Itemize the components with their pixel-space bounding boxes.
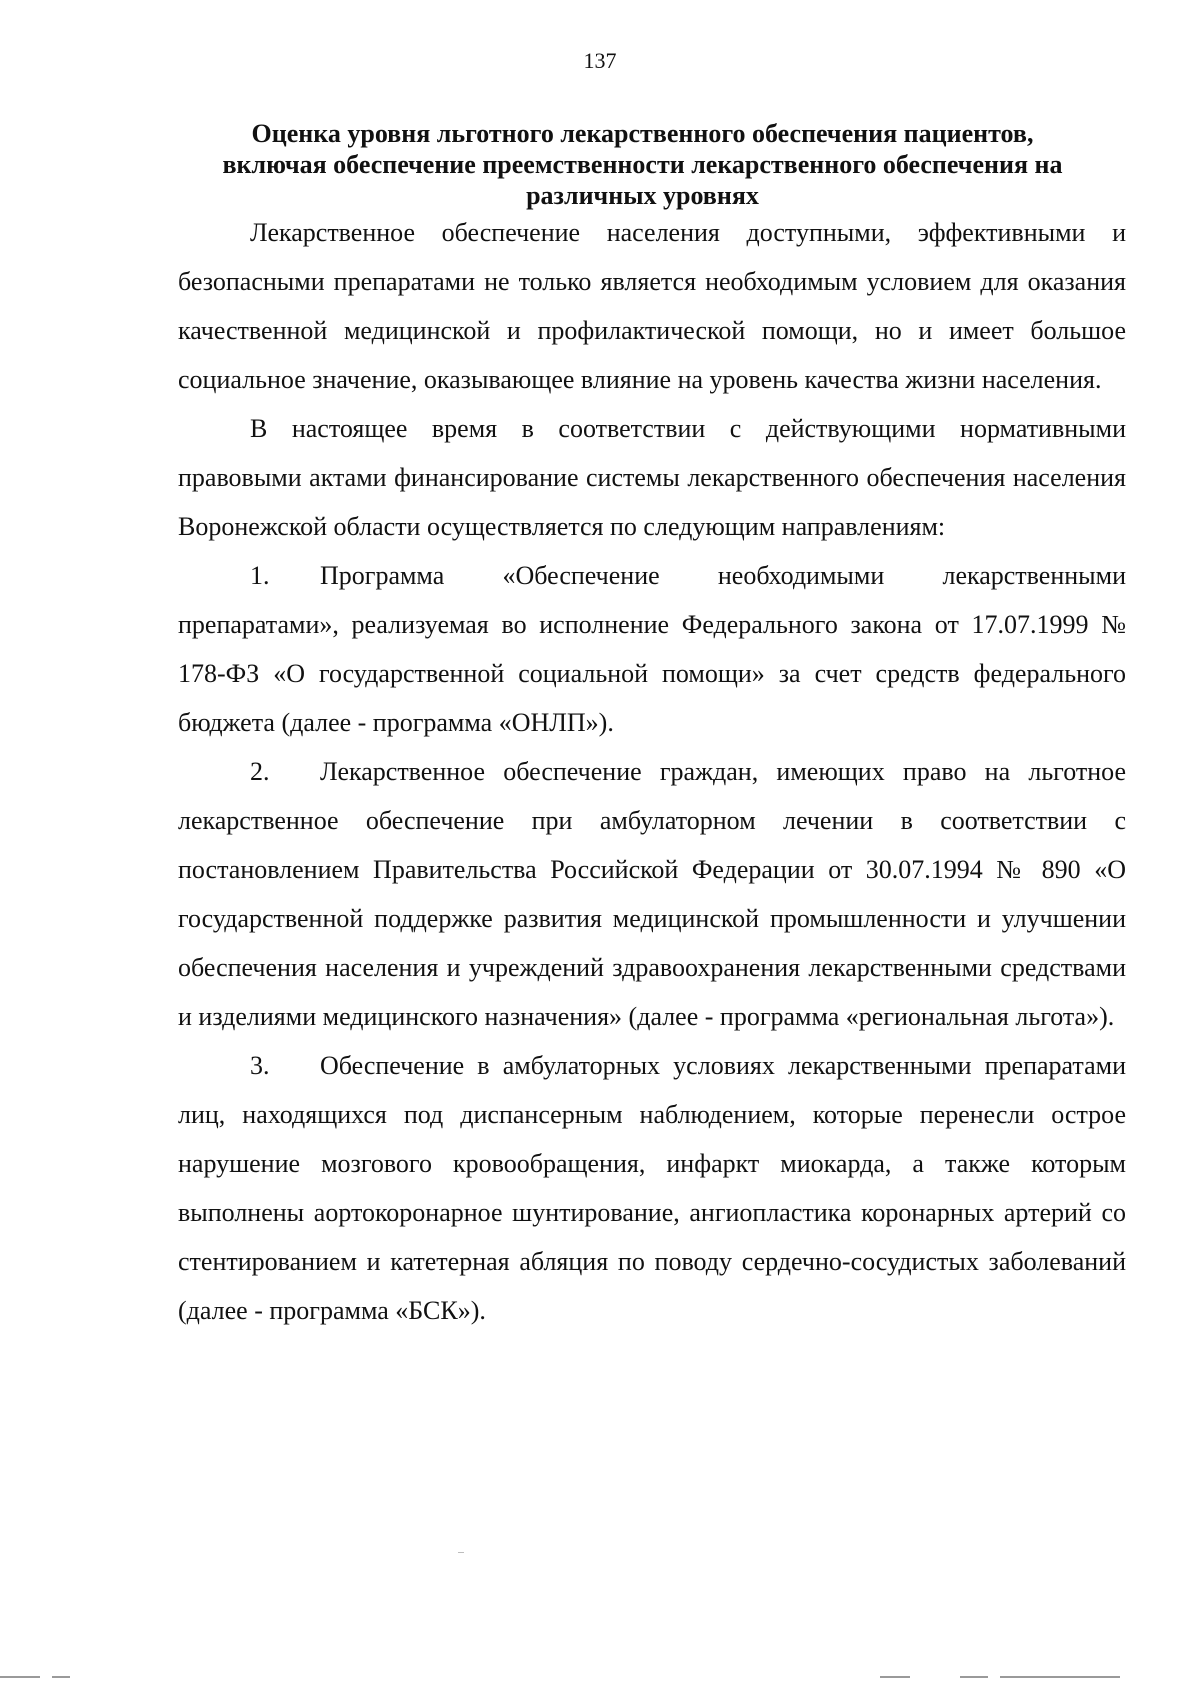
page-number: 137 xyxy=(583,48,617,73)
heading-line-3: различных уровнях xyxy=(526,181,759,210)
document-body xyxy=(178,208,1126,1335)
list-item xyxy=(178,1041,1126,1335)
list-item-number: 1. xyxy=(250,561,270,590)
list-item xyxy=(178,747,1126,1041)
scan-edge-mark xyxy=(1000,1676,1120,1678)
paragraph-directions: В настоящее время в соответствии с действующими нормативными правовыми актами финансирование системы лекарственного обеспечения населения Воронежской области осуществляется по следующим направлениям: xyxy=(178,414,1126,541)
section-heading xyxy=(165,118,1120,211)
list-item-text: Программа «Обеспечение необходимыми лекарственными препаратами», реализуемая во исполнение Федерального закона от 17.07.1999 № 178-ФЗ «О государственной социальной помощи» за счет средств федерального бюджета (далее - программа «ОНЛП»). xyxy=(178,561,1126,737)
scan-edge-mark xyxy=(880,1676,910,1678)
scan-edge-marks xyxy=(0,1673,1200,1681)
heading-line-1: Оценка уровня льготного лекарственного обеспечения пациентов, xyxy=(251,119,1034,148)
list-item-number: 2. xyxy=(250,757,270,786)
heading-line-2: включая обеспечение преемственности лекарственного обеспечения на xyxy=(222,150,1063,179)
paragraph-intro: Лекарственное обеспечение населения доступными, эффективными и безопасными препаратами не только является необходимым условием для оказания качественной медицинской и профилактической помощи, но и имеет большое социальное значение, оказывающее влияние на уровень качества жизни населения. xyxy=(178,218,1126,394)
scan-edge-mark xyxy=(0,1676,40,1678)
scan-speck xyxy=(458,1552,464,1553)
scan-edge-mark xyxy=(52,1676,70,1678)
list-item xyxy=(178,551,1126,747)
list-item-text: Лекарственное обеспечение граждан, имеющих право на льготное лекарственное обеспечение при амбулаторном лечении в соответствии с постановлением Правительства Российской Федерации от 30.07.1994 № 890 «О государственной поддержке развития медицинской промышленности и улучшении обеспечения населения и учреждений здравоохранения лекарственными средствами и изделиями медицинского назначения» (далее - программа «региональная льгота»). xyxy=(178,757,1126,1031)
list-item-number: 3. xyxy=(250,1051,270,1080)
scan-edge-mark xyxy=(960,1676,988,1678)
list-item-text: Обеспечение в амбулаторных условиях лекарственными препаратами лиц, находящихся под диспансерным наблюдением, которые перенесли острое нарушение мозгового кровообращения, инфаркт миокарда, а также которым выполнены аортокоронарное шунтирование, ангиопластика коронарных артерий со стентированием и катетерная абляция по поводу сердечно-сосудистых заболеваний (далее - программа «БСК»). xyxy=(178,1051,1126,1325)
